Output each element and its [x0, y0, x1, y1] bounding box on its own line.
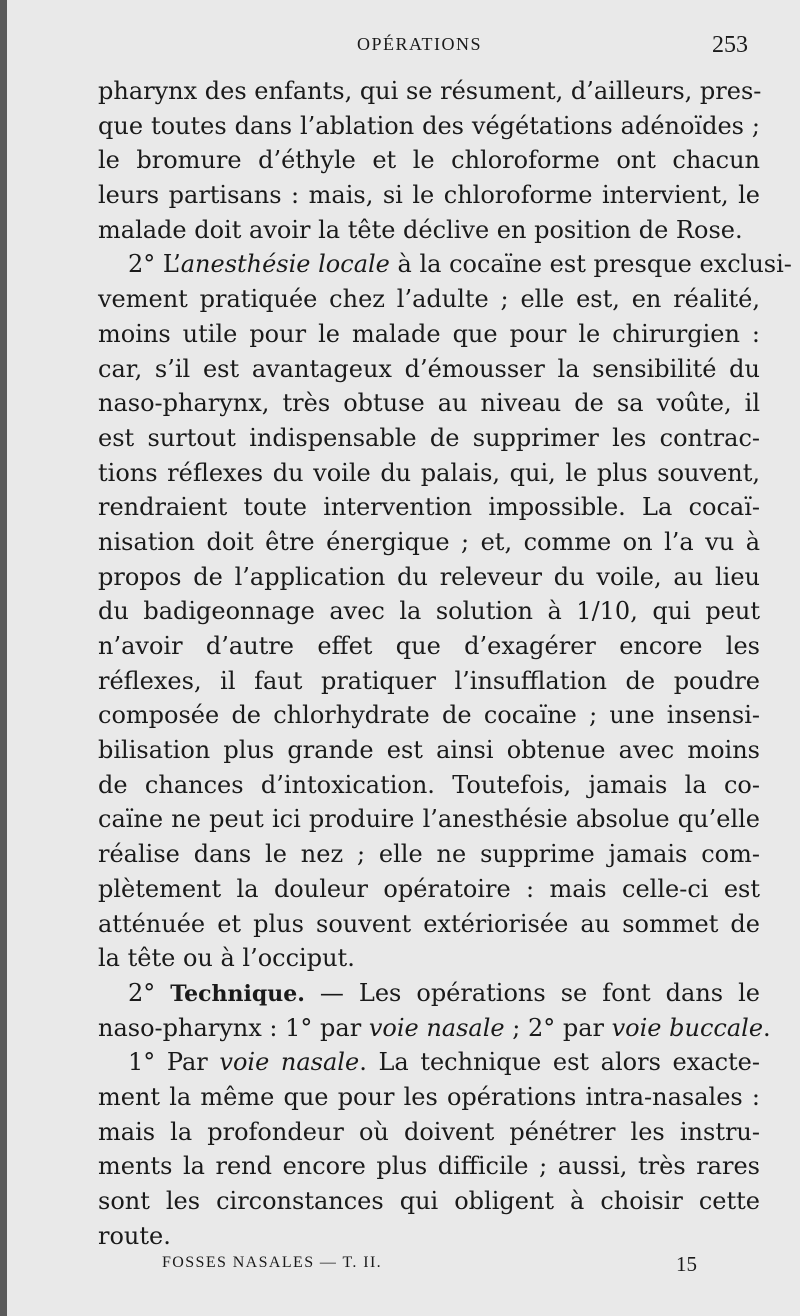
text-line: composée de chlorhydrate de cocaïne ; une insensi-: [98, 701, 760, 730]
text-line: naso-pharynx, très obtuse au niveau de sa voûte, il: [98, 389, 760, 418]
text-line: plètement la douleur opératoire : mais celle-ci est: [98, 874, 760, 903]
text-line: vement pratiquée chez l’adulte ; elle est, en réalité,: [98, 285, 760, 314]
italic-term: anesthésie locale: [180, 250, 390, 279]
text-line: la tête ou à l’occiput.: [98, 944, 355, 973]
text-line: ment la même que pour les opérations intra-nasales :: [98, 1082, 760, 1111]
text-line: n’avoir d’autre effet que d’exagérer encore les: [98, 632, 760, 660]
text-run: naso-pharynx : 1° par: [98, 1013, 369, 1042]
text-line: réalise dans le nez ; elle ne supprime jamais com-: [98, 840, 760, 869]
text-line: malade doit avoir la tête déclive en position de Rose.: [98, 215, 743, 244]
text-line: le bromure d’éthyle et le chloroforme ont chacun: [98, 146, 760, 175]
text-line: de chances d’intoxication. Toutefois, jamais la co-: [98, 770, 760, 799]
italic-term: voie nasale: [219, 1048, 360, 1077]
running-title: OPÉRATIONS: [357, 34, 483, 54]
text-line: ments la rend encore plus difficile ; aussi, très rares: [98, 1152, 760, 1181]
text-line: est surtout indispensable de supprimer les contrac-: [98, 423, 760, 452]
text-run: à la cocaïne est presque exclusi-: [389, 250, 792, 279]
text-run: — Les opérations se font dans le: [304, 978, 760, 1007]
text-run: 2° L’: [128, 250, 181, 279]
text-line: moins utile pour le malade que pour le chirurgien :: [98, 319, 760, 348]
text-line: car, s’il est avantageux d’émousser la sensibilité du: [98, 354, 760, 383]
running-head: [0, 32, 800, 62]
text-line: [98, 976, 760, 1011]
body-text: [98, 74, 792, 1253]
text-line: bilisation plus grande est ainsi obtenue avec moins: [98, 736, 760, 765]
page-footer: [0, 1252, 800, 1282]
section-heading: Technique.: [170, 980, 305, 1007]
text-line: route.: [98, 1221, 171, 1250]
text-line: [98, 247, 792, 282]
text-line: sont les circonstances qui obligent à choisir cette: [98, 1187, 760, 1215]
text-line: tions réflexes du voile du palais, qui, le plus souvent,: [98, 458, 760, 487]
text-line: mais la profondeur où doivent pénétrer les instru-: [98, 1117, 760, 1146]
text-run: 1° Par: [128, 1048, 220, 1077]
text-line: nisation doit être énergique ; et, comme on l’a vu à: [98, 527, 760, 556]
text-line: réflexes, il faut pratiquer l’insufflation de poudre: [98, 666, 760, 695]
text-line: caïne ne peut ici produire l’anesthésie absolue qu’elle: [98, 805, 760, 834]
text-run: .: [763, 1013, 771, 1042]
page-gutter: [0, 0, 7, 1316]
text-line: leurs partisans : mais, si le chloroforme intervient, le: [98, 181, 760, 210]
text-line: propos de l’application du releveur du voile, au lieu: [98, 562, 760, 591]
italic-term: voie buccale: [611, 1013, 764, 1042]
page-number: 253: [712, 32, 748, 58]
text-line: du badigeonnage avec la solution à 1/10, qui peut: [98, 597, 760, 626]
text-run: . La technique est alors exacte-: [359, 1048, 760, 1077]
signature-mark: 15: [676, 1252, 697, 1276]
printer-signature: FOSSES NASALES — T. II.: [162, 1254, 383, 1271]
text-line: pharynx des enfants, qui se résument, d’ailleurs, pres-: [98, 77, 762, 105]
text-run: ; 2° par: [504, 1013, 612, 1042]
text-run: 2°: [128, 978, 171, 1007]
text-line: atténuée et plus souvent extériorisée au sommet de: [98, 909, 760, 938]
text-line: [98, 1011, 771, 1046]
text-line: rendraient toute intervention impossible. La cocaï-: [98, 493, 760, 522]
italic-term: voie nasale: [368, 1013, 505, 1042]
text-line: [98, 1045, 760, 1080]
text-line: que toutes dans l’ablation des végétations adénoïdes ;: [98, 111, 760, 140]
